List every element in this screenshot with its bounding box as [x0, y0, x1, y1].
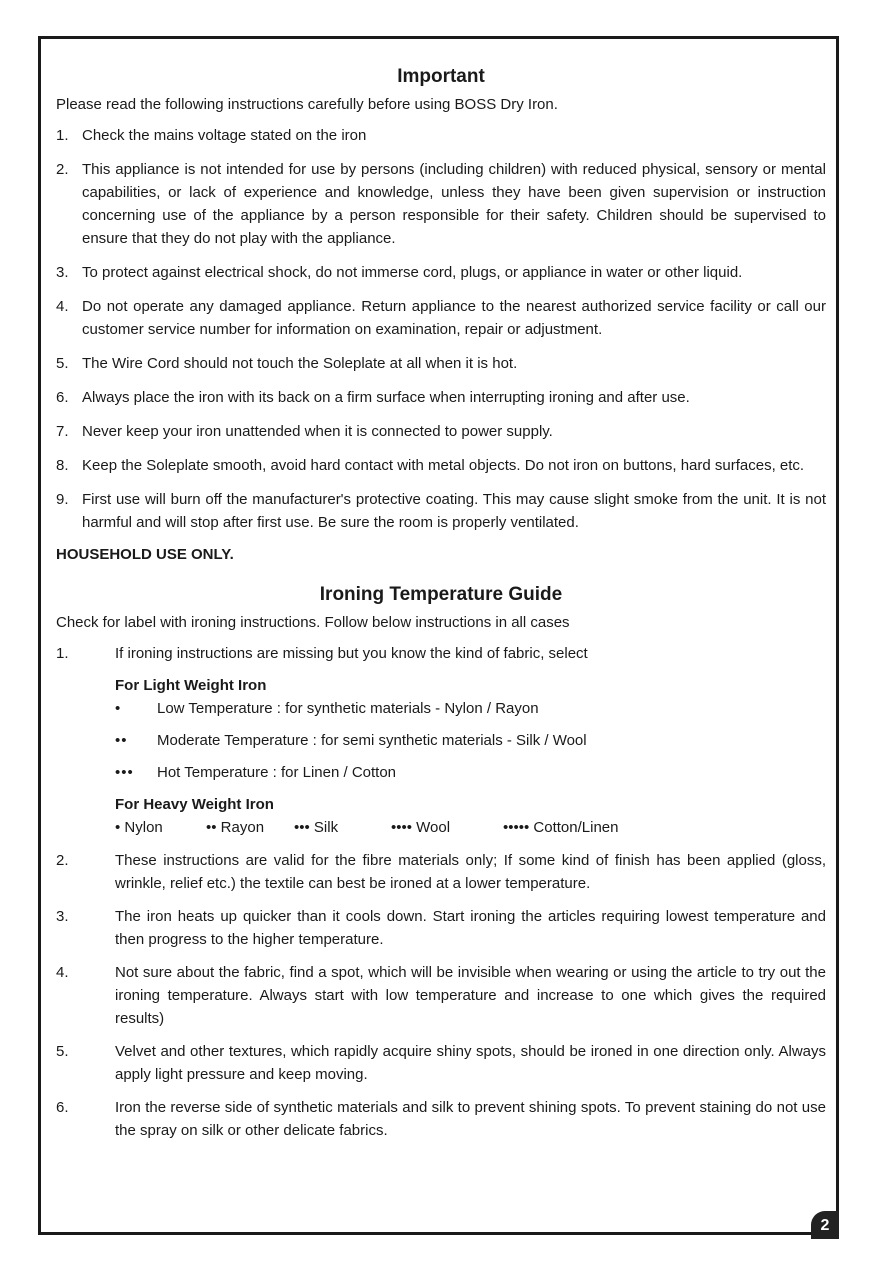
temperature-dots: •• — [115, 732, 128, 749]
heavy-weight-list — [115, 816, 826, 839]
important-item-number: 7. — [56, 423, 69, 440]
guide-item-number: 4. — [56, 964, 69, 981]
heavy-fabric: • Nylon — [115, 819, 163, 836]
guide-item-text: If ironing instructions are missing but you know the kind of fabric, select — [115, 645, 588, 662]
guide-item — [56, 1040, 826, 1086]
important-item-number: 1. — [56, 127, 69, 144]
important-item-text: Never keep your iron unattended when it is connected to power supply. — [82, 423, 553, 440]
guide-item — [56, 1096, 826, 1142]
guide-item-number: 2. — [56, 852, 69, 869]
guide-list — [56, 642, 826, 839]
important-item-text: Do not operate any damaged appliance. Return appliance to the nearest authorized service facility or call our customer service number for information on examination, repair or adjustment. — [82, 298, 826, 338]
guide-item-text: The iron heats up quicker than it cools down. Start ironing the articles requiring lowest temperature and then progress to the higher temperature. — [115, 908, 826, 948]
heavy-fabric: ••••• Cotton/Linen — [503, 819, 619, 836]
important-item-text: Keep the Soleplate smooth, avoid hard contact with metal objects. Do not iron on buttons, hard surfaces, etc. — [82, 457, 805, 474]
guide-item-number: 5. — [56, 1043, 69, 1060]
page-content — [56, 66, 826, 1152]
light-weight-list — [115, 697, 826, 784]
important-item-text: Always place the iron with its back on a firm surface when interrupting ironing and after use. — [82, 389, 690, 406]
important-item-number: 2. — [56, 161, 69, 178]
page-number-badge: 2 — [811, 1211, 839, 1239]
important-item — [56, 124, 826, 147]
guide-title: Ironing Temperature Guide — [319, 584, 563, 605]
important-item-number: 6. — [56, 389, 69, 406]
guide-intro: Check for label with ironing instructions. Follow below instructions in all cases — [56, 614, 570, 631]
guide-item-number: 3. — [56, 908, 69, 925]
important-item — [56, 295, 826, 341]
guide-item — [56, 905, 826, 951]
important-item-number: 5. — [56, 355, 69, 372]
important-item-number: 8. — [56, 457, 69, 474]
important-list — [56, 124, 826, 534]
household-note: HOUSEHOLD USE ONLY. — [56, 546, 234, 563]
important-item-text: To protect against electrical shock, do not immerse cord, plugs, or appliance in water or other liquid. — [82, 264, 743, 281]
guide-list-continued — [56, 849, 826, 1142]
temperature-dots: • — [115, 700, 122, 717]
important-item-number: 9. — [56, 491, 69, 508]
heavy-fabric: •• Rayon — [206, 819, 265, 836]
guide-item-text: Not sure about the fabric, find a spot, which will be invisible when wearing or using the article to try out the ironing temperature. Always start with low temperature and increase to one which gives the required results) — [115, 964, 826, 1027]
important-item-number: 3. — [56, 264, 69, 281]
temperature-text: Hot Temperature : for Linen / Cotton — [157, 764, 397, 781]
light-weight-row — [115, 697, 826, 720]
important-item — [56, 386, 826, 409]
guide-item-text: These instructions are valid for the fibre materials only; If some kind of finish has been applied (gloss, wrinkle, relief etc.) the textile can best be ironed at a lower temperature. — [115, 852, 826, 892]
light-weight-heading: For Light Weight Iron — [115, 677, 267, 694]
heavy-fabric: ••• Silk — [294, 819, 339, 836]
light-weight-row — [115, 729, 826, 752]
temperature-text: Low Temperature : for synthetic materials - Nylon / Rayon — [157, 700, 539, 717]
temperature-dots: ••• — [115, 764, 134, 781]
important-item-text: Check the mains voltage stated on the iron — [82, 127, 367, 144]
important-item-number: 4. — [56, 298, 69, 315]
important-item — [56, 261, 826, 284]
important-item — [56, 352, 826, 375]
important-item — [56, 420, 826, 443]
heavy-weight-heading: For Heavy Weight Iron — [115, 796, 274, 813]
light-weight-row — [115, 761, 826, 784]
guide-item-text: Velvet and other textures, which rapidly acquire shiny spots, should be ironed in one direction only. Always apply light pressure and keep moving. — [115, 1043, 826, 1083]
guide-item — [56, 961, 826, 1030]
temperature-text: Moderate Temperature : for semi synthetic materials - Silk / Wool — [157, 732, 587, 749]
guide-item-text: Iron the reverse side of synthetic materials and silk to prevent shining spots. To prevent staining do not use the spray on silk or other delicate fabrics. — [115, 1099, 826, 1139]
important-item — [56, 488, 826, 534]
important-item — [56, 454, 826, 477]
important-item-text: First use will burn off the manufacturer's protective coating. This may cause slight smoke from the unit. It is not harmful and will stop after first use. Be sure the room is properly ventilated. — [82, 491, 826, 531]
guide-item-number: 1. — [56, 645, 69, 662]
important-item-text: This appliance is not intended for use by persons (including children) with reduced physical, sensory or mental capabilities, or lack of experience and knowledge, unless they have been given supervision or instruction concerning use of the appliance by a person responsible for their safety. Children should be supervised to ensure that they do not play with the appliance. — [82, 161, 826, 247]
important-item-text: The Wire Cord should not touch the Soleplate at all when it is hot. — [82, 355, 518, 372]
important-intro: Please read the following instructions carefully before using BOSS Dry Iron. — [56, 96, 558, 113]
important-title: Important — [397, 66, 485, 87]
guide-item-number: 6. — [56, 1099, 69, 1116]
heavy-fabric: •••• Wool — [391, 819, 451, 836]
guide-item — [56, 642, 826, 839]
guide-item — [56, 849, 826, 895]
important-item — [56, 158, 826, 250]
